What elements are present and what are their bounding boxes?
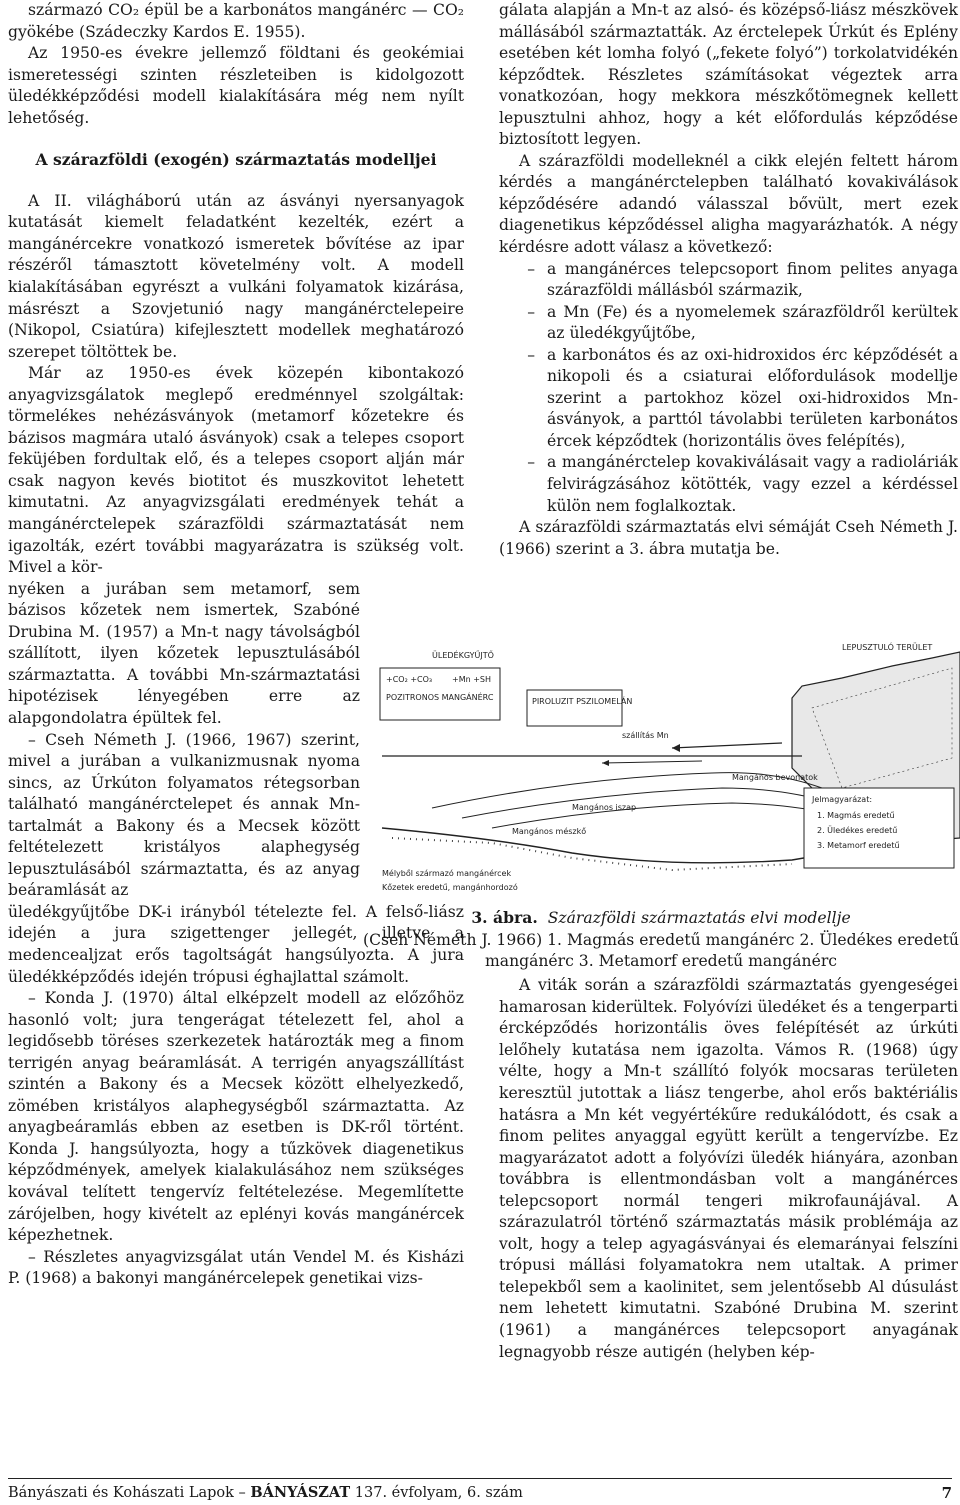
svg-text:LEPUSZTULÓ TERÜLET: LEPUSZTULÓ TERÜLET	[842, 643, 933, 652]
svg-text:Mangános iszap: Mangános iszap	[572, 803, 637, 812]
journal-name: Bányászati és Kohászati Lapok –	[8, 1485, 246, 1501]
svg-text:POZITRONOS MANGÁNÉRC: POZITRONOS MANGÁNÉRC	[386, 693, 494, 702]
paragraph: nyéken a jurában sem metamorf, sem bázisos kőzetek nem ismertek, Szabóné Drubina M. (1957) a Mn-t nagy távolságból szállított, ilyen kőzetek lepusztulásából származtatta. A további Mn-származtatási hipotézisek lényegében erre az alapgondolatra épültek fel.	[8, 579, 360, 727]
list-item: – a mangánérctelep kovakiválásait vagy a radioláriák felvirágzásához kötötték, vagy ezzel a kérdéssel külön nem foglalkoztak.	[527, 453, 958, 515]
paragraph: A szárazföldi modelleknél a cikk elején feltett három kérdés a mangánérctelepben található kovakiválások képződésére adandó válasszal bővült, mert ezek diagenetikus képződéssel aligha magyarázhatók. A négy kérdésre adott válasz a következő:	[499, 151, 958, 257]
svg-text:Kőzetek eredetű, mangánhordozó: Kőzetek eredetű, mangánhordozó	[382, 883, 518, 892]
list-item: – a karbonátos és az oxi-hidroxidos érc képződését a nikopoli és a csiaturai előfordulások modellje szerint a partokhoz közel oxi-hidroxidos Mn-ásványok, a parttól távolabbi területen karbonátos ércek képződtek (horizontális öves felépítés),	[527, 345, 958, 450]
svg-text:szállítás Mn: szállítás Mn	[622, 731, 669, 740]
transport-arrow	[672, 743, 782, 748]
svg-text:3. Metamorf eredetű: 3. Metamorf eredetű	[817, 841, 900, 850]
figure-number: 3. ábra.	[471, 908, 538, 927]
list-item: – a mangánérces telepcsoport finom pelites anyaga szárazföldi mállásból származik,	[527, 259, 958, 300]
figure-caption	[362, 907, 960, 973]
svg-text:+CO₂ +CO₃: +CO₂ +CO₃	[386, 675, 433, 684]
svg-text:Mangános mészkő: Mangános mészkő	[512, 827, 587, 836]
figure-diagram	[372, 638, 960, 900]
paragraph: A szárazföldi származtatás elvi sémáját Cseh Németh J. (1966) szerint a 3. ábra mutatja be.	[499, 518, 958, 558]
seafloor-dots	[392, 838, 792, 870]
issue-info: 137. évfolyam, 6. szám	[354, 1485, 523, 1501]
svg-text:Jelmagyarázat:: Jelmagyarázat:	[812, 795, 873, 804]
paragraph: Az 1950-es évekre jellemző földtani és geokémiai ismeretességi szinten részleteiben is kidolgozott üledékképződési modell kialakítására még nem nyílt lehetőség.	[8, 44, 464, 127]
journal-section: BÁNYÁSZAT	[250, 1484, 351, 1501]
paragraph: üledékgyűjtőbe DK-i irányból tételezte fel. A felső-liász idején a jura szigettenger jellegét, illetve a medencealjzat erős tagoltságát hangsúlyozta. A jura üledékképződés idején trópusi éghajlattal számolt.	[8, 902, 464, 986]
paragraph: származó CO₂ épül be a karbonátos mangánérc — CO₂ gyökébe (Szádeczky Kardos E. 1955).	[8, 1, 464, 41]
footer-rule	[8, 1478, 952, 1479]
svg-text:ÜLEDÉKGYŰJTŐ: ÜLEDÉKGYŰJTŐ	[432, 651, 494, 660]
wrapped-text-block	[8, 579, 360, 902]
footer	[8, 1484, 523, 1501]
svg-text:Mangános bevonatok: Mangános bevonatok	[732, 773, 818, 782]
sediment-layer-3	[492, 803, 842, 828]
paragraph: – Konda J. (1970) által elképzelt modell az előzőhöz hasonló volt; jura tengerágat tételezett fel, ahol a legidősebb töréses szerkezetek határozták meg a finom terrigén anyag beáramlását. A terrigén anyagszállítást szintén a Bakony és a Mecsek között elhelyezkedő, zömében kristályos alaphegységből származtatta. Az anyagbeáramlás ebben az esetben is DK-ről történt. Konda J. hangsúlyozta, hogy a tűzkövek diagenetikus képződmények, amelyek kialakulásához nem szükséges kovával telített tengervíz feltételezése. Megemlítette zárójelben, hogy kivételt az eplényi kovás mangánércek képezhetnek.	[8, 989, 464, 1245]
caption-line: mangánérc 3. Metamorf eredetű mangánérc	[484, 952, 838, 970]
paragraph: – Részletes anyagvizsgálat után Vendel M. és Kisházi P. (1968) a bakonyi mangánércelepek genetikai vizs-	[8, 1247, 464, 1288]
svg-text:1. Magmás eredetű: 1. Magmás eredetű	[817, 811, 895, 820]
page-number: 7	[941, 1484, 952, 1502]
caption-line: (Cseh Németh J. 1966) 1. Magmás eredetű mangánérc 2. Üledékes eredetű	[363, 930, 959, 949]
paragraph: gálata alapján a Mn-t az alsó- és középső-liász mészkövek mállásából származtatták. Az érctelepek Úrkút és Eplény esetében két lomha folyó („fekete folyó”) torkolatvidékén képződtek. Részletes számításokat végeztek arra vonatkozóan, hogy mekkora mészkőtömegnek kellett lepusztulni ahhoz, hogy a két előfordulás képződése biztosított legyen.	[499, 1, 958, 149]
transport-arrow	[602, 761, 702, 763]
paragraph: A viták során a szárazföldi származtatás gyengeségei hamarosan kiderültek. Folyóvízi üledéket és a tengerparti ércképződés horizontális öves felépítését az úrkúti lelőhely kutatása nem igazolta. Vámos R. (1968) úgy vélte, hogy a Mn-t szállító folyók mocsaras területen keresztül jutottak a liász tengerbe, ahol erős baktériális hatásra a Mn két vegyértékűre redukálódott, és csak a finom pelites anyaggal együtt került a tengervízbe. Ez magyarázatot adott a folyóvízi üledék hiányára, azonban továbbra is ellentmondásban volt a mangánérces telepcsoport normál tengeri mikrofaunájával. A szárazulatról történő származtatás másik problémája az volt, hogy a telep agyagásványai és elemarányai felszíni trópusi mállási folyamatokra nem utaltak. A primer telepekből sem a kaolinitet, sem jelentősebb Al dúsulást nem lehetett kimutatni. Szabóné Drubina M. szerint (1961) a mangánérces telepcsoport anyagának legnagyobb része autigén (helyben kép-	[499, 976, 958, 1361]
figure-title: Szárazföldi származtatás elvi modellje	[547, 909, 851, 927]
svg-text:Mélyből származó mangánércek: Mélyből származó mangánércek	[382, 869, 512, 878]
svg-text:+Mn +SH: +Mn +SH	[452, 675, 492, 684]
paragraph: – Cseh Németh J. (1966, 1967) szerint, mivel a jurában a vulkanizmusnak nyoma sincs, az Úrkúton folyamatos rétegsorban található mangánérctelepet és annak Mn-tartalmát a Bakony és a Mecsek között feltételezett kristályos alaphegység lepusztulásából származtatta, és az anyag beáramlását az	[8, 730, 360, 900]
section-heading: A szárazföldi (exogén) származtatás modelljei	[35, 150, 437, 170]
svg-text:2. Üledékes eredetű: 2. Üledékes eredetű	[817, 826, 898, 835]
legend-box	[527, 690, 622, 726]
paragraph: A II. világháború után az ásványi nyersanyagok kutatását kiemelt feladatként kezelték, ezért a mangánércekre vonatkozó ismeretek bővítése az ipar részéről támasztott követelmény volt. A modell kialakításában egyrészt a vulkáni folyamatok kizárása, másrészt a Szovjetunió nagy mangánérctelepeire (Nikopol, Csiatúra) kifejlesztett modellek meghatározó szerepet töltöttek be.	[8, 191, 464, 361]
svg-text:PIROLUZIT PSZILOMELÁN: PIROLUZIT PSZILOMELÁN	[532, 697, 633, 706]
paragraph: Már az 1950-es évek közepén kibontakozó anyagvizsgálatok meglepő eredménnyel szolgáltak: törmelékes nehézásványok (metamorf kőzetekre és bázisos magmára utaló ásványok) csak a telepes csoport feküjében fordultak elő, és a telepes csoport alján már csak nagyon kevés biotitot és muszkovitot lehetett kimutatni. Az anyagvizsgálati eredmények tehát a mangánérctelepek szárazföldi származtatását nem igazolták, ezért további magyarázatra is szükség volt. Mivel a kör-	[8, 364, 464, 577]
list-item: – a Mn (Fe) és a nyomelemek szárazföldről kerültek az üledékgyűjtőbe,	[527, 302, 958, 343]
